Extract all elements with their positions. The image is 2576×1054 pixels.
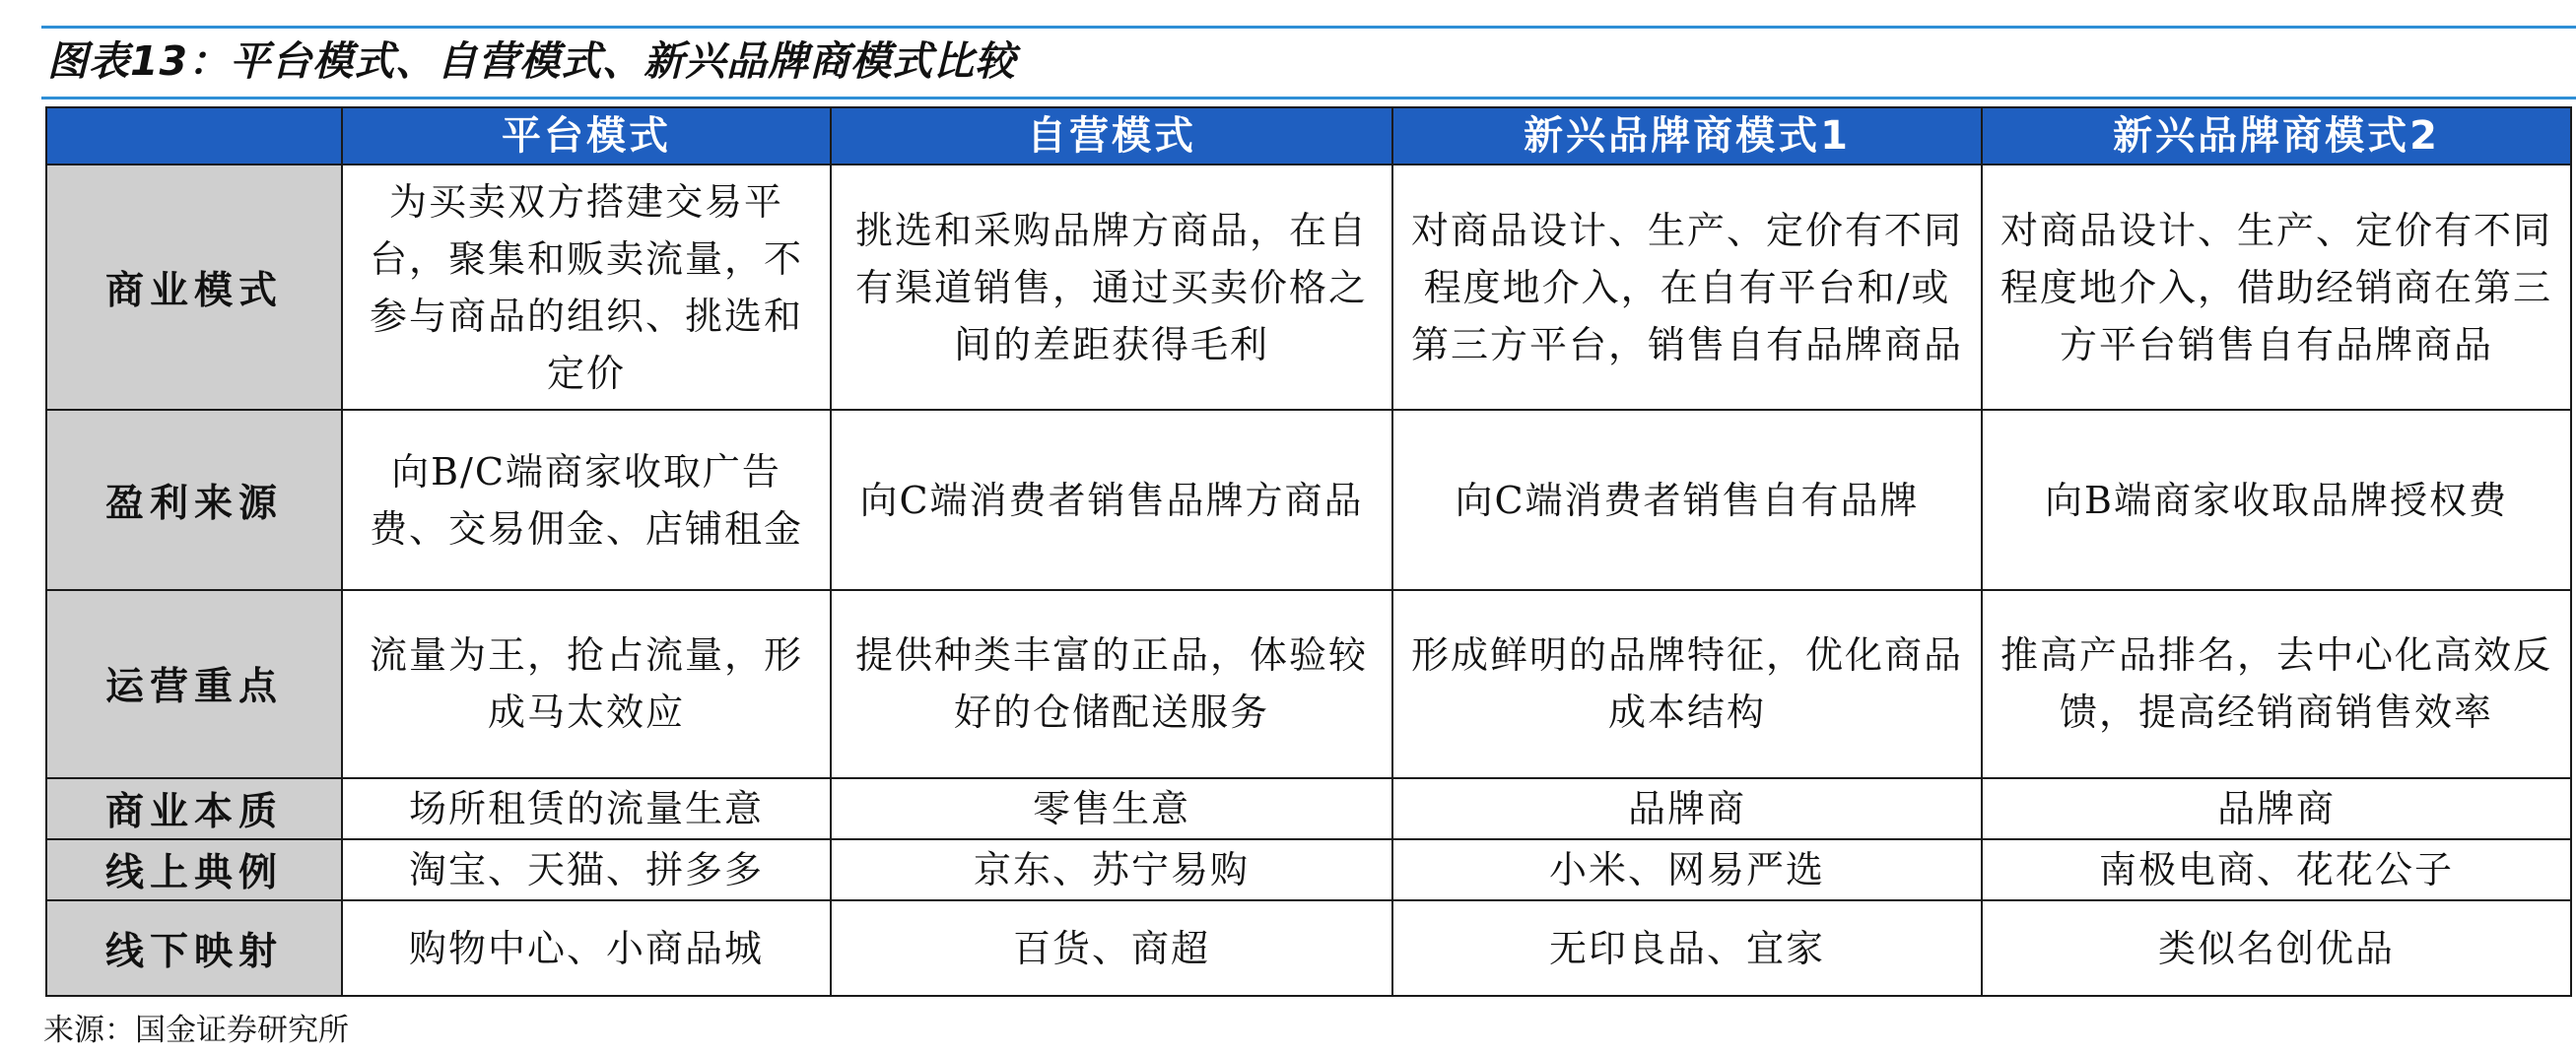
table-cell: 购物中心、小商品城 bbox=[342, 900, 831, 996]
table-cell: 对商品设计、生产、定价有不同程度地介入，借助经销商在第三方平台销售自有品牌商品 bbox=[1982, 165, 2571, 410]
table-cell: 向B端商家收取品牌授权费 bbox=[1982, 410, 2571, 590]
table-cell: 提供种类丰富的正品，体验较好的仓储配送服务 bbox=[831, 590, 1392, 778]
table-cell: 品牌商 bbox=[1982, 778, 2571, 839]
header-brand-model-1: 新兴品牌商模式1 bbox=[1392, 107, 1982, 165]
table-row bbox=[46, 410, 2571, 590]
row-label: 商业本质 bbox=[46, 778, 342, 839]
row-label: 盈利来源 bbox=[46, 410, 342, 590]
table-row bbox=[46, 839, 2571, 900]
table-cell: 品牌商 bbox=[1392, 778, 1982, 839]
header-corner bbox=[46, 107, 342, 165]
table-row bbox=[46, 165, 2571, 410]
table-cell: 类似名创优品 bbox=[1982, 900, 2571, 996]
header-self-operated: 自营模式 bbox=[831, 107, 1392, 165]
header-platform: 平台模式 bbox=[342, 107, 831, 165]
table-cell: 流量为王，抢占流量，形成马太效应 bbox=[342, 590, 831, 778]
row-label: 运营重点 bbox=[46, 590, 342, 778]
title-rule bbox=[41, 97, 2576, 99]
table-cell: 形成鲜明的品牌特征，优化商品成本结构 bbox=[1392, 590, 1982, 778]
table-cell: 南极电商、花花公子 bbox=[1982, 839, 2571, 900]
table-row bbox=[46, 778, 2571, 839]
table-cell: 向B/C端商家收取广告费、交易佣金、店铺租金 bbox=[342, 410, 831, 590]
comparison-table bbox=[45, 106, 2572, 997]
table-row bbox=[46, 900, 2571, 996]
table-cell: 百货、商超 bbox=[831, 900, 1392, 996]
table-cell: 淘宝、天猫、拼多多 bbox=[342, 839, 831, 900]
table-cell: 场所租赁的流量生意 bbox=[342, 778, 831, 839]
table-cell: 零售生意 bbox=[831, 778, 1392, 839]
table-cell: 小米、网易严选 bbox=[1392, 839, 1982, 900]
table-cell: 向C端消费者销售品牌方商品 bbox=[831, 410, 1392, 590]
source-note: 来源：国金证券研究所 bbox=[43, 1013, 349, 1048]
header-row bbox=[46, 107, 2571, 165]
top-rule bbox=[41, 26, 2576, 29]
row-label: 线上典例 bbox=[46, 839, 342, 900]
table-cell: 无印良品、宜家 bbox=[1392, 900, 1982, 996]
row-label: 商业模式 bbox=[46, 165, 342, 410]
table-row bbox=[46, 590, 2571, 778]
table-cell: 为买卖双方搭建交易平台，聚集和贩卖流量，不参与商品的组织、挑选和定价 bbox=[342, 165, 831, 410]
chart-title: 图表13：平台模式、自营模式、新兴品牌商模式比较 bbox=[47, 37, 1017, 85]
header-brand-model-2: 新兴品牌商模式2 bbox=[1982, 107, 2571, 165]
table-cell: 京东、苏宁易购 bbox=[831, 839, 1392, 900]
table-cell: 对商品设计、生产、定价有不同程度地介入，在自有平台和/或第三方平台，销售自有品牌商品 bbox=[1392, 165, 1982, 410]
table-cell: 挑选和采购品牌方商品，在自有渠道销售，通过买卖价格之间的差距获得毛利 bbox=[831, 165, 1392, 410]
row-label: 线下映射 bbox=[46, 900, 342, 996]
table-cell: 推高产品排名，去中心化高效反馈，提高经销商销售效率 bbox=[1982, 590, 2571, 778]
table-cell: 向C端消费者销售自有品牌 bbox=[1392, 410, 1982, 590]
